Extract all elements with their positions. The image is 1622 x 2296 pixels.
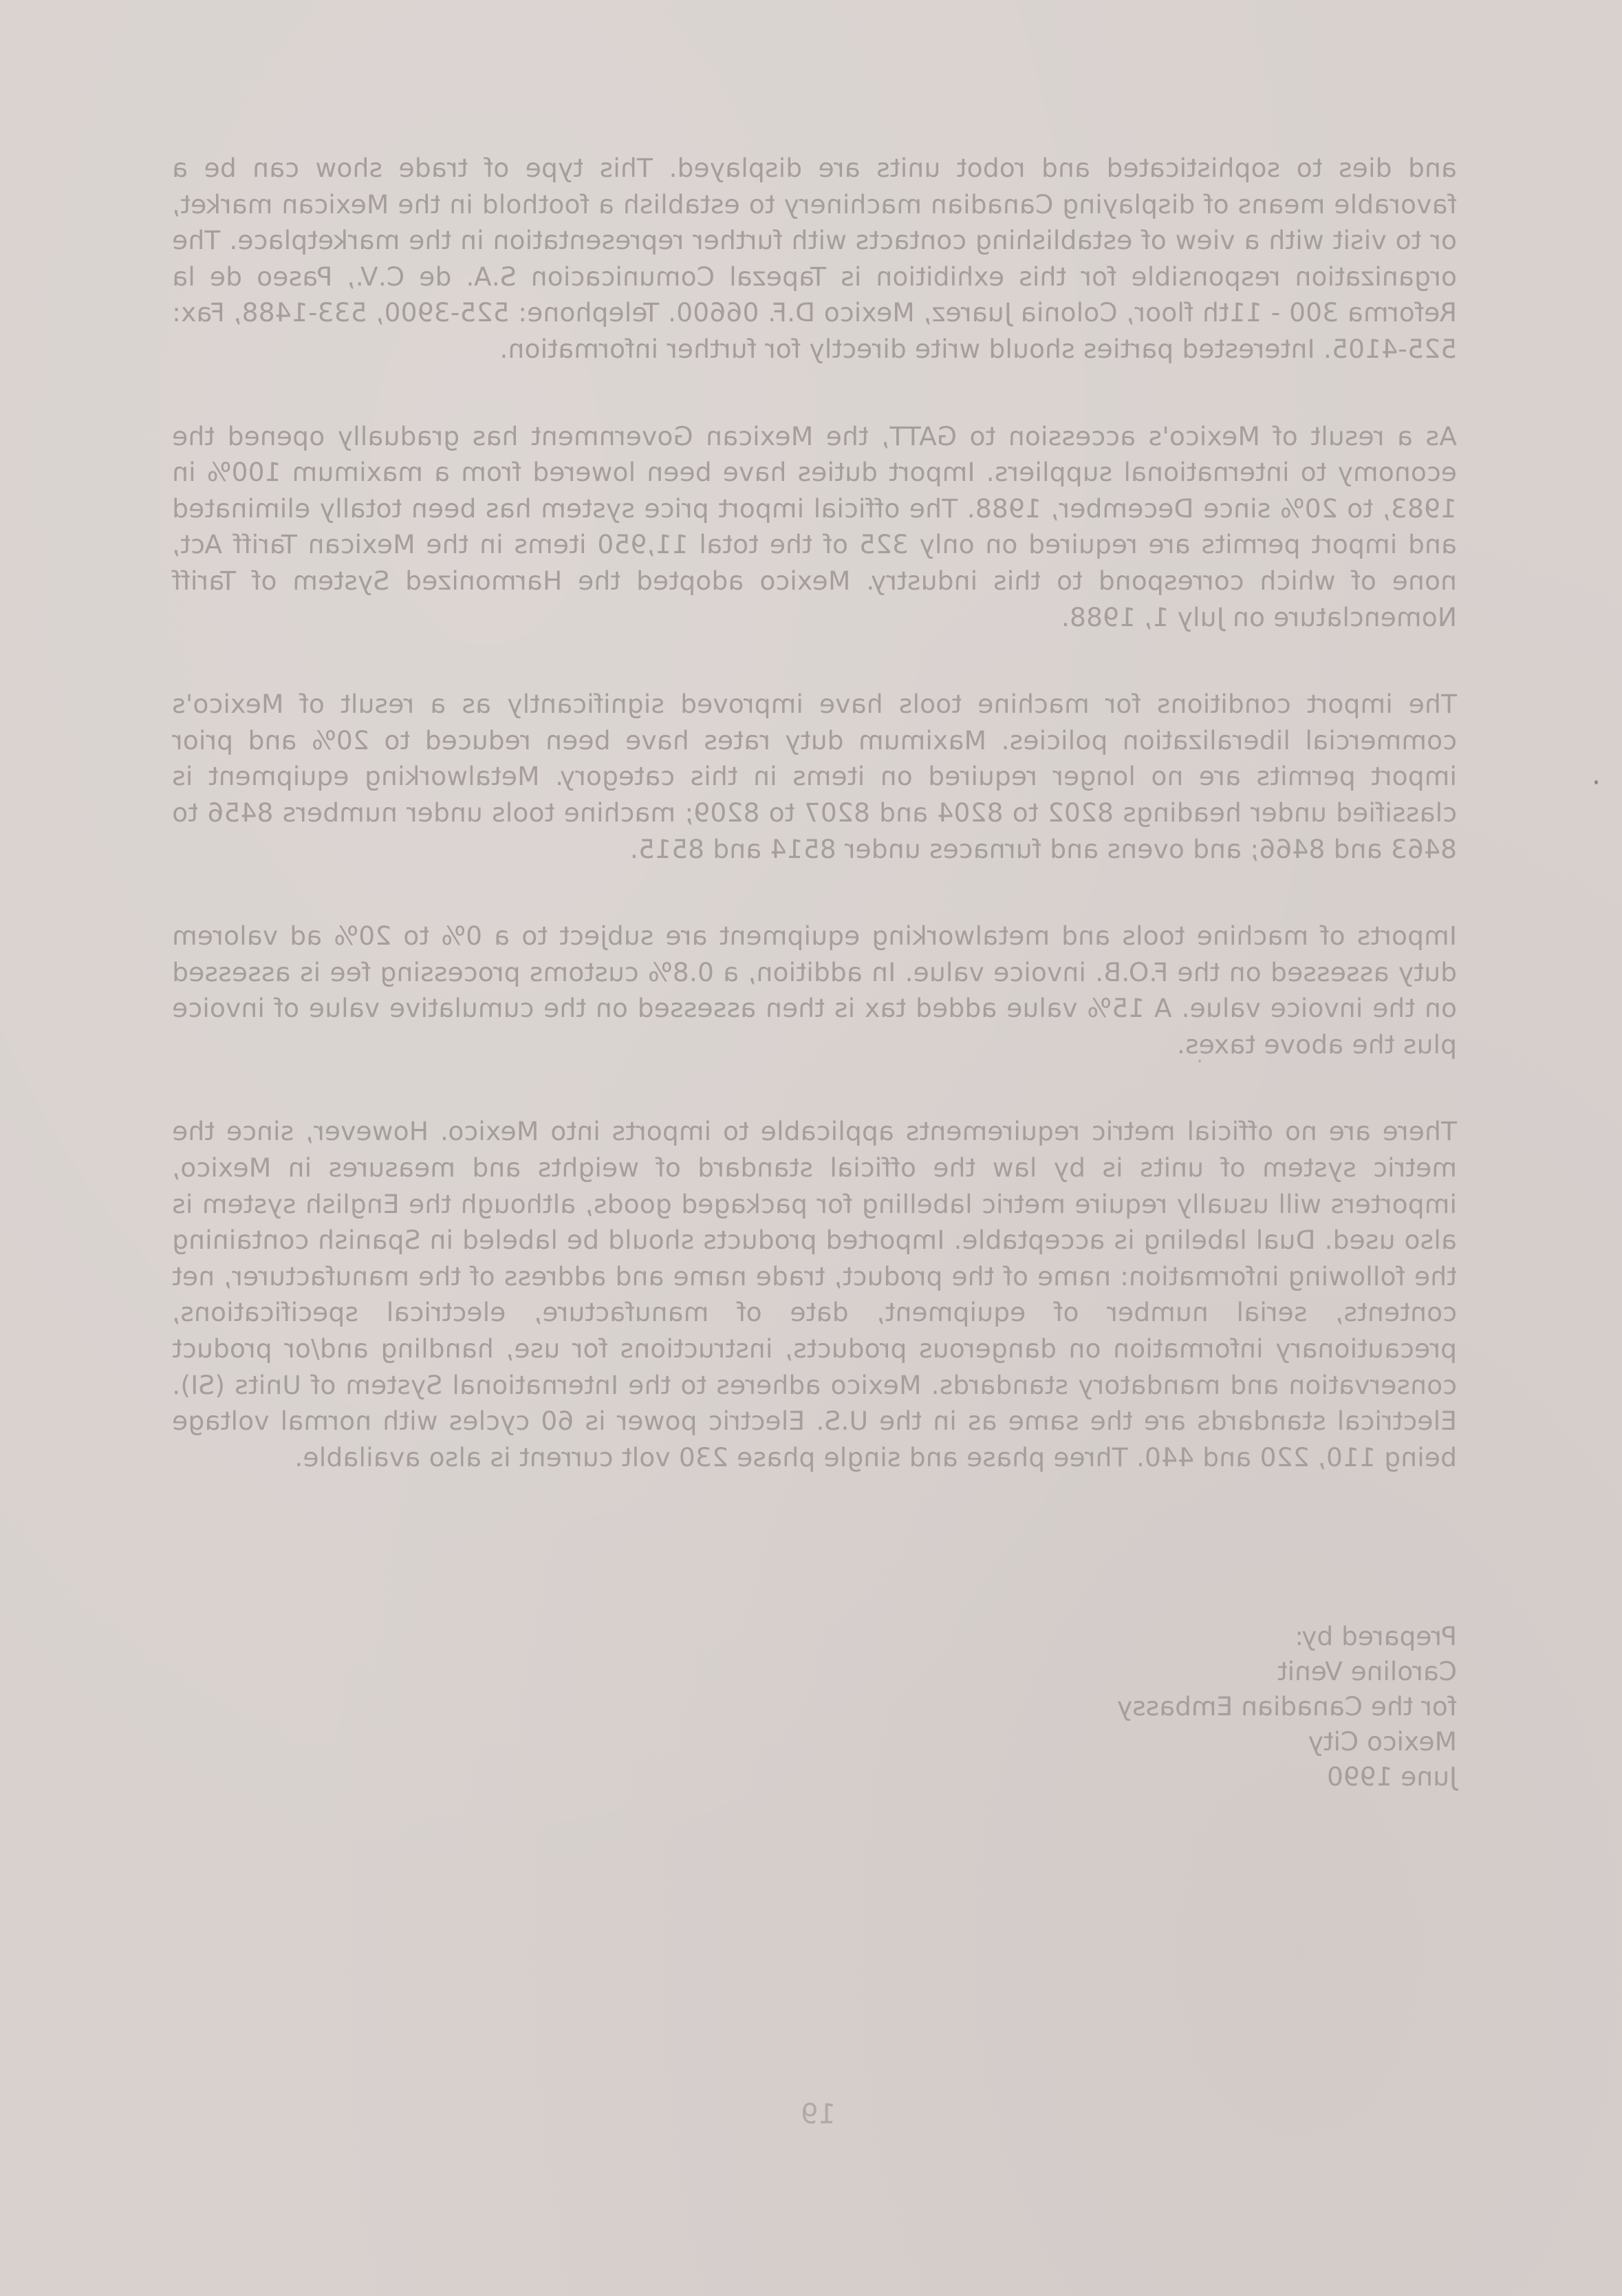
paragraph-metric-requirements: There are no official metric requirements applicable to imports into Mexico. However, since the metric system of units is by law the official standard of weights and measures in Mexico, importers will usually require metric labelling for packaged goods, although the English system is also used. Dual labeling is acceptable. Imported products should be labeled in Spanish containing the following information: name of the product, trade name and address of the manufacturer, net contents, serial number of equipment, date of manufacture, electrical specifications, precautionary information on dangerous products, instructions for use, handling and/or product conservation and mandatory standards. Mexico adheres to the International System of Units (SI). Electrical standards are the same as in the U.S. Electric power is 60 cycles with normal voltage being 110, 220 and 440. Three phase and single phase 230 volt current is also available. [172,1116,1457,1472]
page-number: 19 [801,2099,836,2130]
paper-speck [1198,1060,1201,1062]
signature-prepared-by: Prepared by: [1295,1621,1457,1651]
paragraph-duties: Imports of machine tools and metalworking equipment are subject to a 0% to 20% ad valorem duty assessed on the F.O.B. invoice value. In addition, a 0.8% customs processing fee is assessed on the invoice value. A 15% value added tax is then assessed on the cumulative value of invoice plus the above taxes. [172,921,1457,1060]
body-text [172,150,1457,1526]
paragraph-import-conditions: The import conditions for machine tools have improved significantly as a result of Mexico's commercial liberalization policies. Maximum duty rates have been reduced to 20% and prior import permits are no longer required on items in this category. Metalworking equipment is classified under headings 8202 to 8204 and 8207 to 8209; machine tools under numbers 8456 to 8463 and 8466; and ovens and furnaces under 8514 and 8515. [172,689,1457,864]
signature-author: Caroline Venit [1277,1656,1457,1686]
signature-city: Mexico City [1308,1726,1457,1757]
signature-organization: for the Canadian Embassy [1116,1691,1457,1721]
paragraph-trade-show: and dies to sophisticated and robot units are displayed. This type of trade show can be a favorable means of displaying Canadian machinery to establish a foothold in the Mexican market, or to visit with a view of establishing contacts with further representation in the marketplace. The organization responsible for this exhibition is Tapezal Comunicacion S.A. de C.V., Paseo de la Reforma 300 - 11th floor, Colonia Juarez, Mexico D.F. 06600. Telephone: 525-3900, 533-1488, Fax: 525-4105. Interested parties should write directly for further information. [172,153,1457,364]
paragraph-gatt-accession: As a result of Mexico's accession to GATT, the Mexican Government has gradually opened the economy to international suppliers. Import duties have been lowered from a maximum 100% in 1983, to 20% since December, 1988. The official import price system has been totally eliminated and import permits are required on only 325 of the total 11,950 items in the Mexican Tariff Act, none of which correspond to this industry. Mexico adopted the Harmonized System of Tariff Nomenclature on July 1, 1988. [172,420,1457,632]
signature-block [1117,1619,1457,1794]
signature-date: June 1990 [1326,1761,1457,1792]
paper-speck [1594,780,1598,784]
